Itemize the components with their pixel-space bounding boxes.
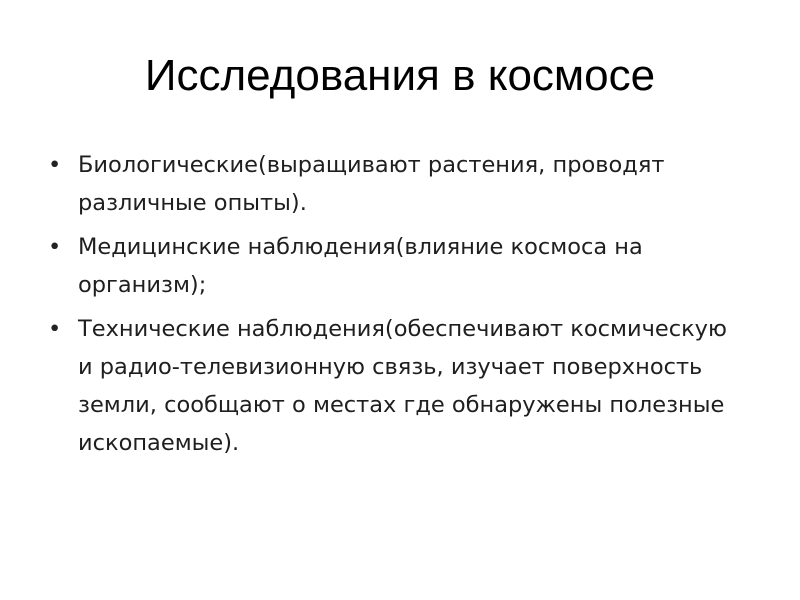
bullet-point-icon: •: [48, 152, 62, 178]
slide-title: Исследования в космосе: [144, 51, 656, 100]
bullet-point-icon: •: [48, 316, 62, 342]
bullet-item-medical: [48, 228, 738, 304]
bullet-item-biological: [48, 146, 738, 222]
bullet-point-icon: •: [48, 234, 62, 260]
bullet-list: [48, 146, 738, 468]
bullet-text: Технические наблюдения(обеспечивают космическую и радио-телевизионную связь, изучает поверхность земли, сообщают о местах где обнаружены полезные ископаемые).: [78, 316, 727, 456]
bullet-item-technical: [48, 310, 738, 462]
bullet-text: Биологические(выращивают растения, проводят различные опыты).: [78, 152, 665, 216]
bullet-text: Медицинские наблюдения(влияние космоса на организм);: [78, 234, 643, 298]
